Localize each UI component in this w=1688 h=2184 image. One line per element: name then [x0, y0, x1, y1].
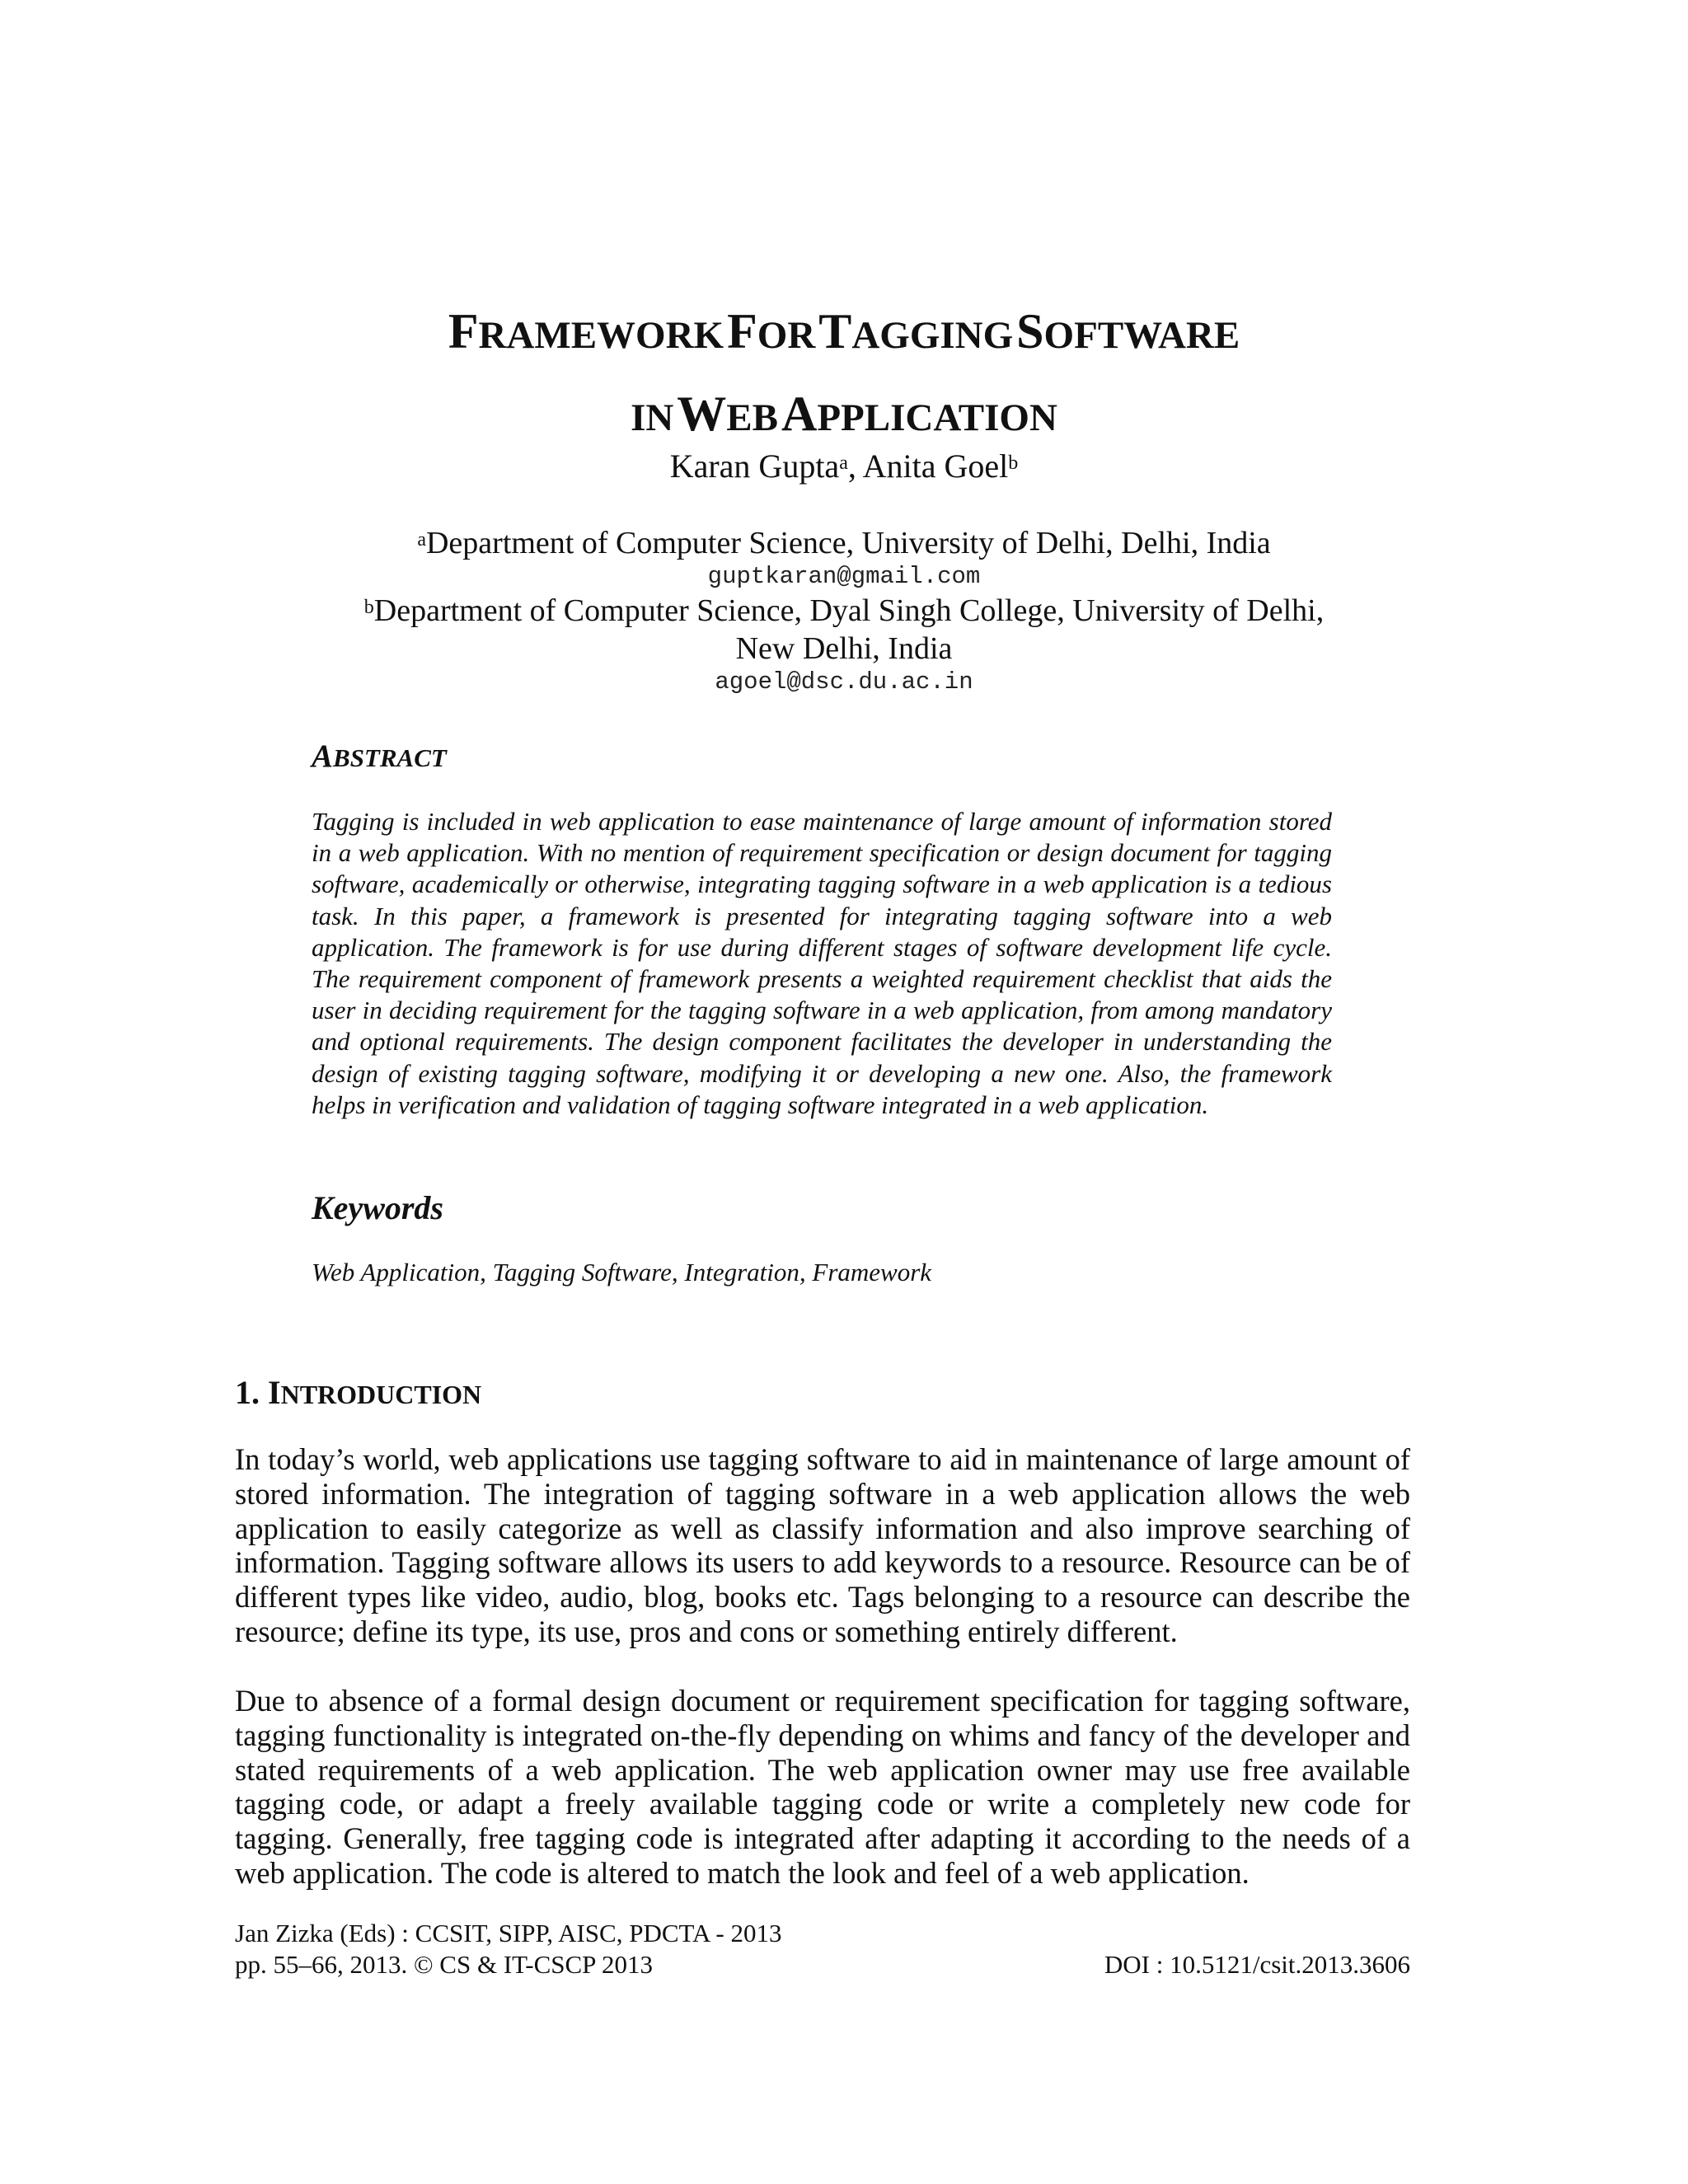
- affiliation-a: [0, 524, 1688, 562]
- title-word-rest: PPLICATION: [817, 396, 1057, 439]
- title-word-rest: OFTWARE: [1043, 314, 1240, 357]
- abstract-heading-cap: A: [312, 738, 334, 774]
- section-heading-introduction: [235, 1370, 481, 1423]
- affiliation-mark: b: [363, 597, 374, 618]
- body-paragraph: In today’s world, web applications use tagging software to aid in maintenance of large amount of stored information. The integration of tagging software in a web application allows the web application to easily categorize as well as classify information and also improve searching of information. Tagging software allows its users to add keywords to a resource. Resource can be of different types like video, audio, blog, books etc. Tags belonging to a resource can describe the resource; define its type, its use, pros and cons or something entirely different.: [235, 1442, 1410, 1648]
- author-name: Karan Gupta: [669, 448, 840, 485]
- author-name: Anita Goel: [862, 448, 1009, 485]
- paper-title: [0, 297, 1688, 462]
- affiliation-text: Department of Computer Science, University of Delhi, Delhi, India: [425, 526, 1271, 560]
- affiliation-text: New Delhi, India: [735, 631, 953, 666]
- author-separator: ,: [847, 448, 863, 485]
- footer-line: Jan Zizka (Eds) : CCSIT, SIPP, AISC, PDCTA - 2013: [235, 1919, 782, 1947]
- title-word-cap: F: [448, 304, 479, 359]
- section-number: 1. I: [235, 1374, 281, 1411]
- author-email[interactable]: guptkaran@gmail.com: [707, 563, 981, 590]
- abstract-text: Tagging is included in web application to ease maintenance of large amount of information stored in a web application. With no mention of requirement specification or design document for tagging software, academically or otherwise, integrating tagging software in a web application is a tedious task. In this paper, a framework is presented for integrating tagging software into a web application. The framework is for use during different stages of software development life cycle. The requirement component of framework presents a weighted requirement checklist that aids the user in deciding requirement for the tagging software in a web application, from among mandatory and optional requirements. The design component facilitates the developer in understanding the design of existing tagging software, modifying it or developing a new one. Also, the framework helps in verification and validation of tagging software integrated in a web application.: [312, 807, 1332, 1119]
- abstract-heading-rest: BSTRACT: [333, 743, 447, 772]
- footer-citation: [235, 1918, 782, 1980]
- title-word-cap: S: [1016, 304, 1044, 359]
- title-word-cap: W: [677, 387, 727, 441]
- affiliation-text: Department of Computer Science, Dyal Singh College, University of Delhi,: [373, 593, 1325, 628]
- author-affiliation-mark: b: [1008, 452, 1019, 474]
- author-list: [0, 445, 1688, 488]
- keywords-text: Web Application, Tagging Software, Integration, Framework: [312, 1258, 932, 1286]
- title-word-cap: T: [818, 304, 852, 359]
- body-paragraph: Due to absence of a formal design document or requirement specification for tagging software, tagging functionality is integrated on-the-fly depending on whims and fancy of the developer and stated requirements of a web application. The web application owner may use free available tagging code, or adapt a freely available tagging code or write a completely new code for tagging. Generally, free tagging code is integrated after adapting it according to the needs of a web application. The code is altered to match the look and feel of a web application.: [235, 1684, 1410, 1890]
- title-line-1: [0, 297, 1688, 379]
- author-affiliation-mark: a: [839, 452, 848, 474]
- title-word-rest: EB: [726, 396, 778, 439]
- keywords-heading: Keywords: [312, 1189, 443, 1226]
- title-word-rest: RAMEWORK: [478, 314, 724, 357]
- abstract-heading: [312, 736, 447, 784]
- affiliation-b: [0, 592, 1688, 668]
- title-word-rest: IN: [631, 396, 674, 439]
- affiliation-mark: a: [417, 529, 426, 551]
- author-email[interactable]: agoel@dsc.du.ac.in: [715, 668, 973, 696]
- footer-doi[interactable]: DOI : 10.5121/csit.2013.3606: [1104, 1950, 1410, 1979]
- footer-line: pp. 55–66, 2013. © CS & IT-CSCP 2013: [235, 1950, 654, 1979]
- section-title: NTRODUCTION: [280, 1380, 482, 1409]
- title-word-rest: OR: [757, 314, 816, 357]
- title-word-cap: F: [727, 304, 757, 359]
- title-word-cap: A: [781, 387, 818, 441]
- title-word-rest: AGGING: [851, 314, 1014, 357]
